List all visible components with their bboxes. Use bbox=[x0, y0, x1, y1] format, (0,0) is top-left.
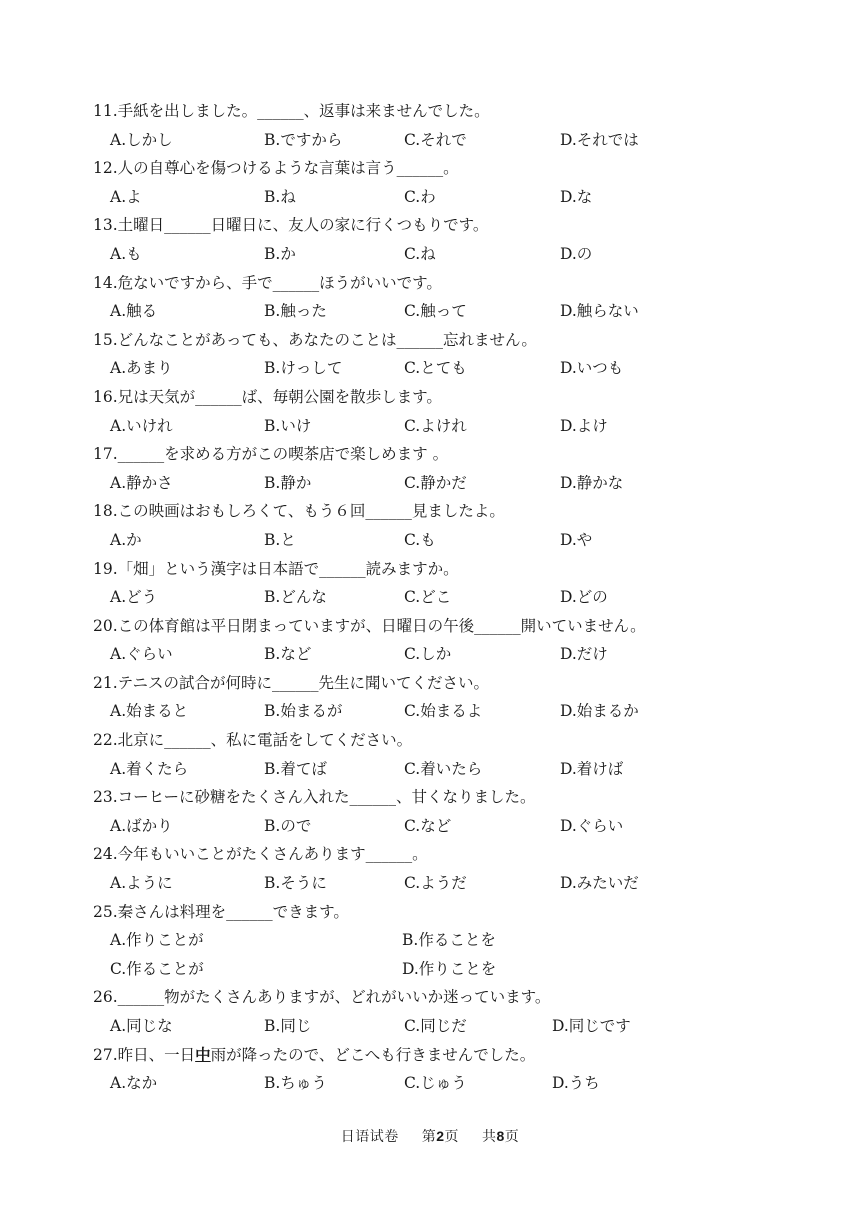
question-stem: 26.______物がたくさんありますが、どれがいいか迷っています。 bbox=[93, 988, 551, 1007]
option-c: C.始まるよ bbox=[404, 702, 483, 721]
option-b: B.ですから bbox=[264, 130, 343, 149]
option-row bbox=[93, 1012, 813, 1041]
option-c: C.作ることが bbox=[110, 959, 204, 978]
option-row bbox=[93, 812, 813, 841]
option-d: D.始まるか bbox=[560, 702, 639, 721]
question-24 bbox=[93, 840, 813, 897]
footer-total bbox=[482, 1129, 519, 1145]
question-stem: 24.今年もいいことがたくさんあります______。 bbox=[93, 845, 428, 864]
footer-page-number: 2 bbox=[436, 1128, 445, 1144]
option-c: C.同じだ bbox=[404, 1017, 467, 1035]
footer-subject: 日语试卷 bbox=[340, 1129, 399, 1145]
option-c: C.ね bbox=[404, 244, 436, 263]
question-15 bbox=[93, 326, 813, 383]
option-c: C.静かだ bbox=[404, 473, 467, 492]
option-d: D.触らない bbox=[560, 302, 639, 321]
option-b: B.始まるが bbox=[264, 702, 343, 721]
question-14 bbox=[93, 269, 813, 326]
option-a: A.作りことが bbox=[110, 931, 204, 950]
option-a: A.よ bbox=[110, 187, 142, 206]
option-row bbox=[93, 526, 813, 555]
option-b: B.など bbox=[264, 645, 312, 664]
footer-total-prefix: 共 bbox=[481, 1129, 497, 1145]
option-c: C.ようだ bbox=[404, 874, 467, 893]
option-c: C.も bbox=[404, 530, 436, 549]
option-d: D.同じです bbox=[552, 1017, 631, 1035]
question-25 bbox=[93, 898, 813, 984]
question-stem: 17.______を求める方がこの喫茶店で楽しめます 。 bbox=[93, 445, 449, 464]
option-b: B.ちゅう bbox=[264, 1074, 327, 1093]
question-stem: 13.土曜日______日曜日に、友人の家に行くつもりです。 bbox=[93, 216, 489, 235]
option-row bbox=[93, 755, 813, 784]
option-a: A.か bbox=[110, 530, 142, 549]
option-b: B.けっして bbox=[264, 359, 343, 378]
stem-part: 27.昨日、一日 bbox=[93, 1045, 196, 1064]
page-footer bbox=[0, 1126, 860, 1146]
option-a: A.触る bbox=[110, 302, 158, 321]
option-row bbox=[93, 697, 813, 726]
option-a: A.どう bbox=[110, 588, 158, 607]
option-c: C.触って bbox=[404, 302, 467, 321]
option-row bbox=[93, 955, 813, 984]
stem-part: 雨が降ったので、どこへも行きませんでした。 bbox=[210, 1045, 536, 1064]
option-b: B.着てば bbox=[264, 759, 327, 778]
option-d: D.それでは bbox=[560, 130, 639, 149]
footer-total-pages: 8 bbox=[496, 1128, 505, 1144]
option-d: D.よけ bbox=[560, 416, 608, 435]
option-d: D.いつも bbox=[560, 359, 624, 378]
option-a: A.も bbox=[110, 244, 142, 263]
option-row bbox=[93, 354, 813, 383]
option-row bbox=[93, 1069, 813, 1098]
option-a: A.ばかり bbox=[110, 816, 173, 835]
option-a: A.あまり bbox=[110, 359, 173, 378]
option-d: D.うち bbox=[552, 1074, 600, 1093]
option-c: C.よけれ bbox=[404, 416, 467, 435]
option-b: B.触った bbox=[264, 302, 327, 321]
option-c: C.とても bbox=[404, 359, 467, 378]
option-a: A.着くたら bbox=[110, 759, 189, 778]
question-stem: 14.危ないですから、手で______ほうがいいです。 bbox=[93, 273, 442, 292]
option-a: A.静かさ bbox=[110, 473, 173, 492]
question-stem: 11.手紙を出しました。______、返事は来ませんでした。 bbox=[93, 102, 490, 120]
option-b: B.ので bbox=[264, 816, 312, 835]
option-c: C.着いたら bbox=[404, 759, 483, 778]
option-b: B.同じ bbox=[264, 1017, 312, 1035]
option-a: A.ぐらい bbox=[110, 645, 173, 664]
option-c: C.どこ bbox=[404, 588, 452, 607]
option-d: D.作りことを bbox=[402, 959, 497, 978]
option-d: D.だけ bbox=[560, 645, 608, 664]
question-11 bbox=[93, 97, 813, 154]
option-c: C.わ bbox=[404, 187, 436, 206]
option-row bbox=[93, 640, 813, 669]
question-list bbox=[93, 97, 813, 1098]
option-row bbox=[93, 297, 813, 326]
option-b: B.そうに bbox=[264, 874, 327, 893]
question-stem: 15.どんなことがあっても、あなたのことは______忘れません。 bbox=[93, 330, 537, 349]
option-a: A.始まると bbox=[110, 702, 189, 721]
footer-page-prefix: 第 bbox=[421, 1129, 437, 1145]
option-row bbox=[93, 469, 813, 498]
question-stem: 16.兄は天気が______ば、毎朝公園を散歩します。 bbox=[93, 387, 442, 406]
question-26 bbox=[93, 983, 813, 1040]
option-row bbox=[93, 240, 813, 269]
question-13 bbox=[93, 211, 813, 268]
question-18 bbox=[93, 497, 813, 554]
option-row bbox=[93, 412, 813, 441]
question-21 bbox=[93, 669, 813, 726]
option-d: D.どの bbox=[560, 588, 608, 607]
question-23 bbox=[93, 783, 813, 840]
question-16 bbox=[93, 383, 813, 440]
option-c: C.それで bbox=[404, 130, 467, 149]
question-stem bbox=[93, 1041, 813, 1070]
question-stem: 22.北京に______、私に電話をしてください。 bbox=[93, 731, 413, 750]
option-row bbox=[93, 583, 813, 612]
option-row bbox=[93, 183, 813, 212]
question-22 bbox=[93, 726, 813, 783]
option-a: A.同じな bbox=[110, 1017, 173, 1035]
option-b: B.静か bbox=[264, 473, 312, 492]
option-d: D.静かな bbox=[560, 473, 624, 492]
footer-page bbox=[422, 1129, 459, 1145]
option-a: A.なか bbox=[110, 1074, 158, 1093]
option-d: D.の bbox=[560, 244, 593, 263]
option-a: A.ように bbox=[110, 874, 173, 893]
option-d: D.な bbox=[560, 187, 593, 206]
question-stem: 20.この体育館は平日閉まっていますが、日曜日の午後______開いていません。 bbox=[93, 616, 646, 635]
option-d: D.や bbox=[560, 530, 593, 549]
option-c: C.など bbox=[404, 816, 452, 835]
option-c: C.しか bbox=[404, 645, 452, 664]
option-row bbox=[93, 126, 813, 155]
option-c: C.じゅう bbox=[404, 1074, 467, 1093]
question-stem: 21.テニスの試合が何時に______先生に聞いてください。 bbox=[93, 673, 490, 692]
option-row bbox=[93, 869, 813, 898]
option-b: B.どんな bbox=[264, 588, 327, 607]
question-12 bbox=[93, 154, 813, 211]
question-20 bbox=[93, 612, 813, 669]
footer-total-suffix: 页 bbox=[504, 1129, 520, 1145]
question-stem: 25.秦さんは料理を______できます。 bbox=[93, 902, 349, 921]
option-row bbox=[93, 926, 813, 955]
option-a: A.しかし bbox=[110, 130, 173, 149]
question-stem: 18.この映画はおもしろくて、もう６回______見ましたよ。 bbox=[93, 502, 505, 521]
question-19 bbox=[93, 555, 813, 612]
option-d: D.着けば bbox=[560, 759, 624, 778]
underlined-word: 中 bbox=[195, 1044, 211, 1064]
option-a: A.いけれ bbox=[110, 416, 173, 435]
option-b: B.か bbox=[264, 244, 296, 263]
question-stem: 23.コーヒーに砂糖をたくさん入れた______、甘くなりました。 bbox=[93, 788, 536, 807]
option-d: D.ぐらい bbox=[560, 816, 624, 835]
option-b: B.いけ bbox=[264, 416, 312, 435]
question-17 bbox=[93, 440, 813, 497]
option-b: B.と bbox=[264, 530, 296, 549]
question-stem: 19.「畑」という漢字は日本語で______読みますか。 bbox=[93, 559, 459, 578]
question-27 bbox=[93, 1041, 813, 1098]
option-b: B.ね bbox=[264, 187, 296, 206]
question-stem: 12.人の自尊心を傷つけるような言葉は言う______。 bbox=[93, 159, 459, 178]
footer-page-suffix: 页 bbox=[444, 1129, 459, 1145]
option-b: B.作ることを bbox=[402, 931, 496, 950]
option-d: D.みたいだ bbox=[560, 874, 639, 893]
